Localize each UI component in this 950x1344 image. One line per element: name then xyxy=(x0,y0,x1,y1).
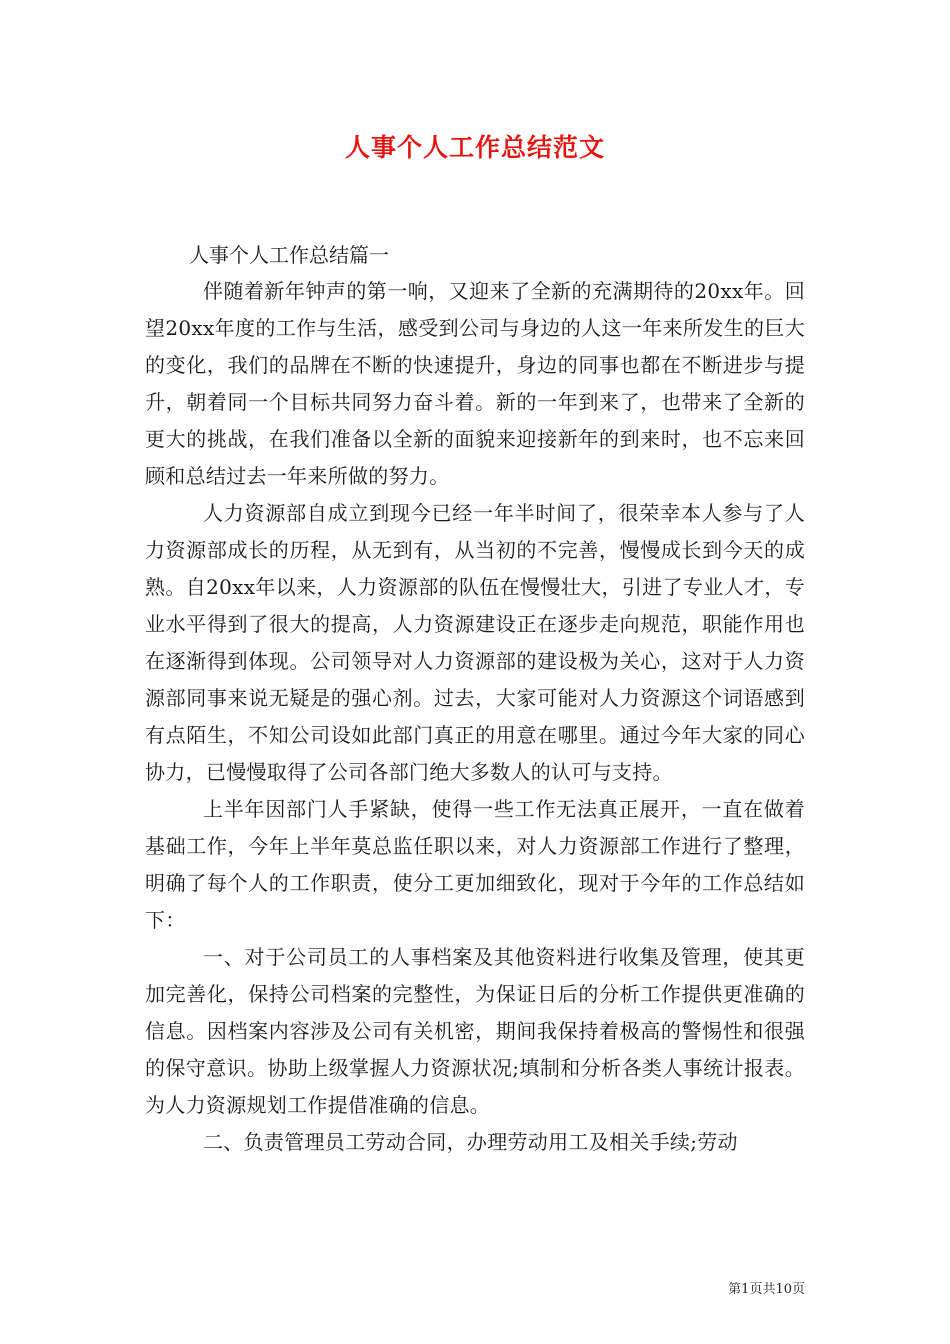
paragraph-hr-history: 人力资源部自成立到现今已经一年半时间了，很荣幸本人参与了人力资源部成长的历程，从无到有，从当初的不完善，慢慢成长到今天的成熟。自20xx年以来，人力资源部的队伍在慢慢壮大，引进了专业人才，专业水平得到了很大的提高，人力资源建设正在逐步走向规范，职能作用也在逐渐得到体现。公司领导对人力资源部的建设极为关心，这对于人力资源部同事来说无疑是的强心剂。过去，大家可能对人力资源这个词语感到有点陌生，不知公司设如此部门真正的用意在哪里。通过今年大家的同心协力，已慢慢取得了公司各部门绝大多数人的认可与支持。 xyxy=(145,501,805,784)
document-body xyxy=(145,237,805,1161)
paragraph-item-one: 一、对于公司员工的人事档案及其他资料进行收集及管理，使其更加完善化，保持公司档案的完整性，为保证日后的分析工作提供更准确的信息。因档案内容涉及公司有关机密，期间我保持着极高的警惕性和很强的保守意识。协助上级掌握人力资源状况;填制和分析各类人事统计报表。为人力资源规划工作提借准确的信息。 xyxy=(145,945,805,1117)
paragraph-item-two: 二、负责管理员工劳动合同，办理劳动用工及相关手续;劳动 xyxy=(203,1130,738,1154)
paragraph-first-half: 上半年因部门人手紧缺，使得一些工作无法真正展开，一直在做着基础工作，今年上半年莫总监任职以来，对人力资源部工作进行了整理，明确了每个人的工作职责，使分工更加细致化，现对于今年的工作总结如下： xyxy=(145,797,805,932)
paragraph-intro: 伴随着新年钟声的第一响，又迎来了全新的充满期待的20xx年。回望20xx年度的工作与生活，感受到公司与身边的人这一年来所发生的巨大的变化，我们的品牌在不断的快速提升，身边的同事也都在不断进步与提升，朝着同一个目标共同努力奋斗着。新的一年到来了，也带来了全新的更大的挑战，在我们准备以全新的面貌来迎接新年的到来时，也不忘来回顾和总结过去一年来所做的努力。 xyxy=(145,279,805,488)
page-number: 第1页共10页 xyxy=(728,1282,805,1297)
document-title: 人事个人工作总结范文 xyxy=(344,133,605,162)
section-heading: 人事个人工作总结篇一 xyxy=(189,243,389,267)
